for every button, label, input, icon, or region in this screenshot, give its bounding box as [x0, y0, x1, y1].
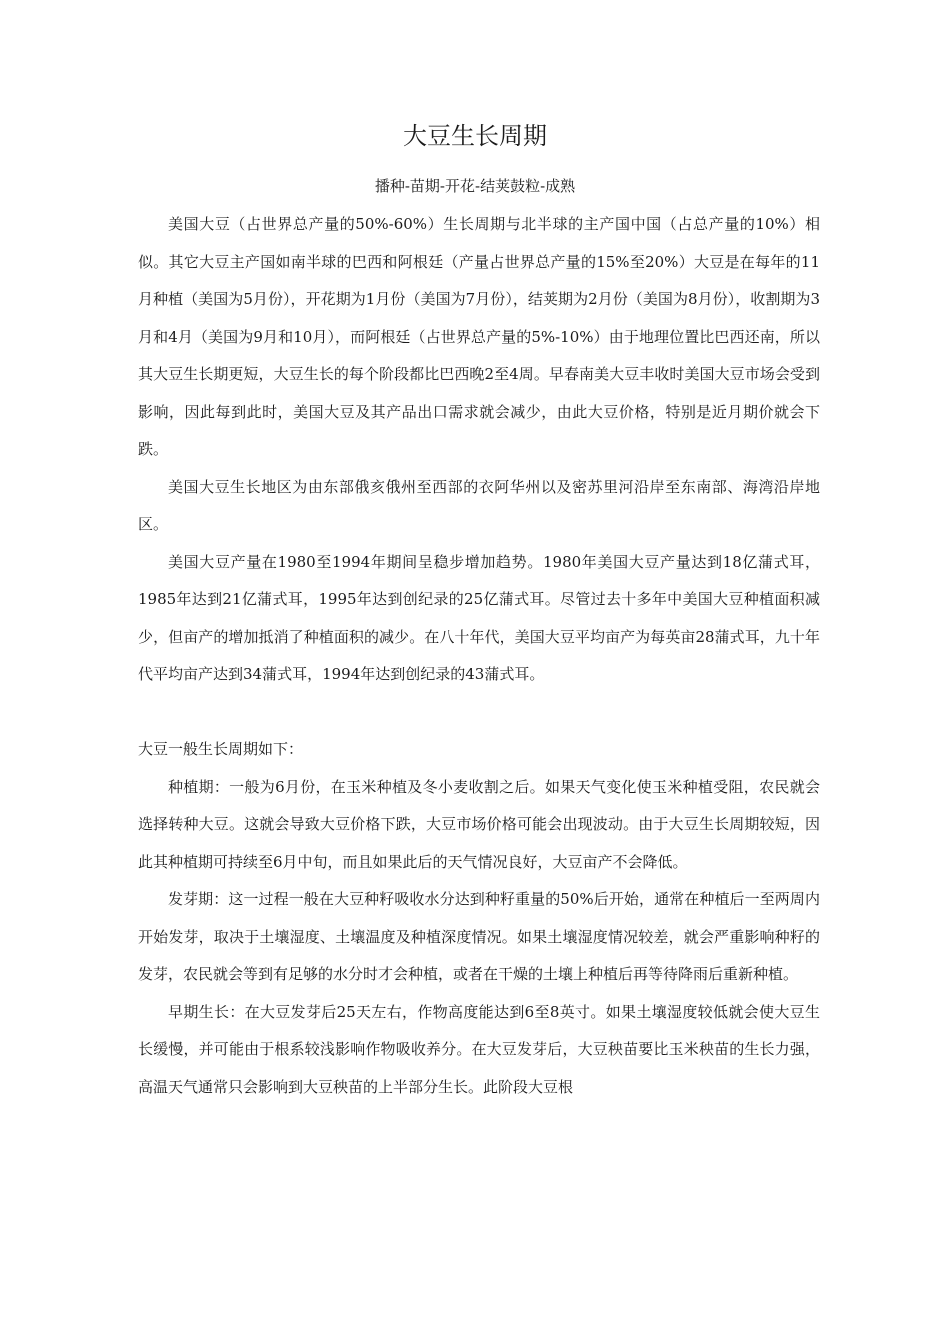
document-subtitle: 播种-苗期-开花-结荚鼓粒-成熟 — [374, 177, 576, 195]
document-body — [138, 206, 820, 1106]
paragraph-early-growth-stage: 早期生长：在大豆发芽后25天左右，作物高度能达到6至8英寸。如果土壤湿度较低就会使大豆生长缓慢，并可能由于根系较浅影响作物吸收养分。在大豆发芽后，大豆秧苗要比玉米秧苗的生长力强，高温天气通常只会影响到大豆秧苗的上半部分生长。此阶段大豆根 — [138, 1002, 820, 1096]
paragraph-us-soybean-cycle: 美国大豆（占世界总产量的50%-60%）生长周期与北半球的主产国中国（占总产量的10%）相似。其它大豆主产国如南半球的巴西和阿根廷（产量占世界总产量的15%至20%）大豆是在每年的11月种植（美国为5月份），开花期为1月份（美国为7月份），结荚期为2月份（美国为8月份），收割期为3月和4月（美国为9月和10月），而阿根廷（占世界总产量的5%-10%）由于地理位置比巴西还南，所以其大豆生长期更短，大豆生长的每个阶段都比巴西晚2至4周。早春南美大豆丰收时美国大豆市场会受到影响，因此每到此时，美国大豆及其产品出口需求就会减少，由此大豆价格，特别是近月期价就会下跌。 — [138, 215, 820, 458]
paragraph-cycle-intro: 大豆一般生长周期如下： — [138, 740, 304, 758]
paragraph-us-production: 美国大豆产量在1980至1994年期间呈稳步增加趋势。1980年美国大豆产量达到18亿蒲式耳，1985年达到21亿蒲式耳，1995年达到创纪录的25亿蒲式耳。尽管过去十多年中美国大豆种植面积减少，但亩产的增加抵消了种植面积的减少。在八十年代，美国大豆平均亩产为每英亩28蒲式耳，九十年代平均亩产达到34蒲式耳，1994年达到创纪录的43蒲式耳。 — [138, 552, 820, 683]
document-title: 大豆生长周期 — [403, 122, 547, 150]
blank-line — [138, 694, 820, 732]
paragraph-us-growing-regions: 美国大豆生长地区为由东部俄亥俄州至西部的衣阿华州以及密苏里河沿岸至东南部、海湾沿岸地区。 — [138, 477, 820, 533]
paragraph-planting-stage: 种植期：一般为6月份，在玉米种植及冬小麦收割之后。如果天气变化使玉米种植受阻，农民就会选择转种大豆。这就会导致大豆价格下跌，大豆市场价格可能会出现波动。由于大豆生长周期较短，因此其种植期可持续至6月中旬，而且如果此后的天气情况良好，大豆亩产不会降低。 — [138, 777, 820, 871]
paragraph-germination-stage: 发芽期：这一过程一般在大豆种籽吸收水分达到种籽重量的50%后开始，通常在种植后一至两周内开始发芽，取决于土壤湿度、土壤温度及种植深度情况。如果土壤湿度情况较差，就会严重影响种籽的发芽，农民就会等到有足够的水分时才会种植，或者在干燥的土壤上种植后再等待降雨后重新种植。 — [138, 890, 820, 983]
